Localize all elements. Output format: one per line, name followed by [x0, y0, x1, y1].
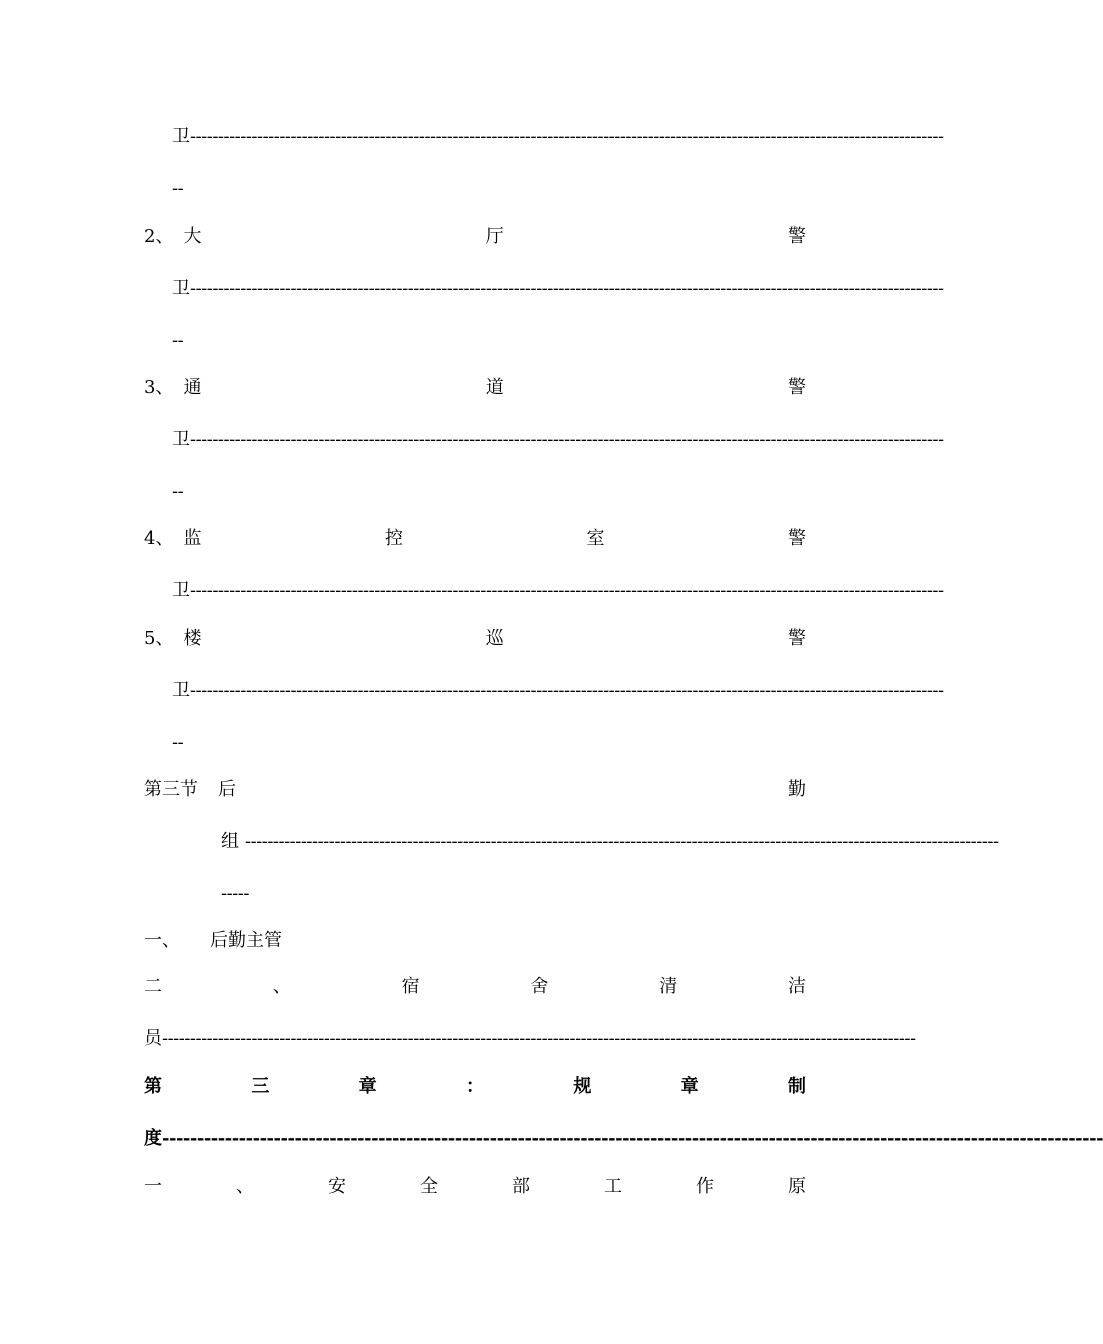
word: 洁: [787, 976, 806, 997]
word: 部: [512, 1176, 530, 1197]
toc-item-text: [144, 628, 201, 650]
word: 作: [696, 1176, 714, 1197]
toc-item-2[interactable]: [144, 226, 806, 248]
toc-leader-tail: --: [172, 330, 184, 351]
item-number: 3、: [144, 377, 174, 398]
toc-leader-line: [221, 831, 999, 853]
toc-leader-tail: -----: [221, 883, 249, 904]
word: 勤: [788, 779, 806, 800]
item-number: 4、: [144, 528, 174, 549]
dash-leader: ---------------------------------------------------------------------------------------------------------------------------------------: [245, 831, 999, 852]
word: 、: [236, 1176, 254, 1197]
toc-section-text: [144, 779, 236, 801]
toc-leader-line: [172, 580, 944, 602]
word: 监: [183, 528, 202, 549]
word: 警: [787, 226, 806, 247]
toc-item-text: [144, 528, 201, 550]
word: 工: [604, 1176, 622, 1197]
toc-leader-line: [172, 680, 944, 702]
toc-subitem-2[interactable]: [144, 976, 806, 998]
toc-leader-lead: 卫: [172, 429, 190, 450]
word: 章: [358, 1076, 377, 1097]
toc-item-text: [144, 377, 201, 399]
word: 大: [183, 226, 202, 247]
word: 控: [384, 528, 403, 549]
toc-item-5[interactable]: [144, 628, 806, 650]
word: 清: [659, 976, 678, 997]
toc-subitem-1[interactable]: [144, 930, 282, 952]
toc-section-3[interactable]: [144, 779, 806, 801]
word: 厅: [485, 226, 504, 247]
toc-leader-lead: 员: [144, 1028, 162, 1049]
toc-leader-tail: --: [172, 481, 184, 502]
toc-item-4[interactable]: [144, 528, 806, 550]
toc-leader-lead: 卫: [172, 580, 190, 601]
toc-leader-lead: 卫: [172, 278, 190, 299]
word: 原: [788, 1176, 806, 1197]
word: 巡: [485, 628, 504, 649]
dash-leader: ---------------------------------------------------------------------------------------------------------------------------------------: [162, 1128, 1103, 1149]
word: 舍: [530, 976, 549, 997]
item-number: 5、: [144, 628, 174, 649]
word: 安: [328, 1176, 346, 1197]
dash-leader: ---------------------------------------------------------------------------------------------------------------------------------------: [190, 680, 944, 701]
toc-leader-lead: 度: [144, 1128, 162, 1149]
toc-leader-line: [172, 429, 944, 451]
word: 后: [218, 779, 236, 800]
word: 警: [788, 528, 806, 549]
toc-leader-line: [144, 1128, 1103, 1150]
toc-leader-tail: --: [172, 732, 184, 753]
toc-chapter-3[interactable]: [144, 1076, 806, 1098]
dash-leader: ---------------------------------------------------------------------------------------------------------------------------------------: [190, 278, 944, 299]
word: 一: [144, 1176, 162, 1197]
word: 道: [485, 377, 504, 398]
subitem-text: 后勤主管: [210, 930, 282, 951]
word: 三: [251, 1076, 270, 1097]
section-prefix: 第三节: [144, 779, 198, 800]
word: 规: [573, 1076, 592, 1097]
toc-item-3[interactable]: [144, 377, 806, 399]
toc-leader-tail: --: [172, 178, 184, 199]
word: 全: [420, 1176, 438, 1197]
word: 第: [144, 1076, 162, 1097]
word: 室: [586, 528, 605, 549]
item-number: 2、: [144, 226, 174, 247]
toc-leader-lead: 卫: [172, 680, 190, 701]
subitem-label: 一、: [144, 930, 180, 951]
word: 二: [144, 976, 162, 997]
word: ：: [465, 1076, 484, 1097]
toc-leader-line: [172, 126, 944, 148]
dash-leader: ---------------------------------------------------------------------------------------------------------------------------------------: [162, 1028, 916, 1049]
word: 警: [787, 628, 806, 649]
dash-leader: ---------------------------------------------------------------------------------------------------------------------------------------: [190, 429, 944, 450]
toc-leader-line: [172, 278, 944, 300]
dash-leader: ---------------------------------------------------------------------------------------------------------------------------------------: [190, 580, 944, 601]
word: 制: [787, 1076, 806, 1097]
word: 宿: [401, 976, 420, 997]
toc-item-safety[interactable]: [144, 1176, 806, 1198]
toc-leader-lead: 组: [221, 831, 239, 852]
toc-item-text: [144, 226, 201, 248]
word: 、: [272, 976, 291, 997]
toc-leader-line: [144, 1028, 916, 1050]
dash-leader: ---------------------------------------------------------------------------------------------------------------------------------------: [190, 126, 944, 147]
toc-leader-lead: 卫: [172, 126, 190, 147]
word: 章: [680, 1076, 699, 1097]
word: 警: [787, 377, 806, 398]
word: 楼: [183, 628, 202, 649]
word: 通: [183, 377, 202, 398]
